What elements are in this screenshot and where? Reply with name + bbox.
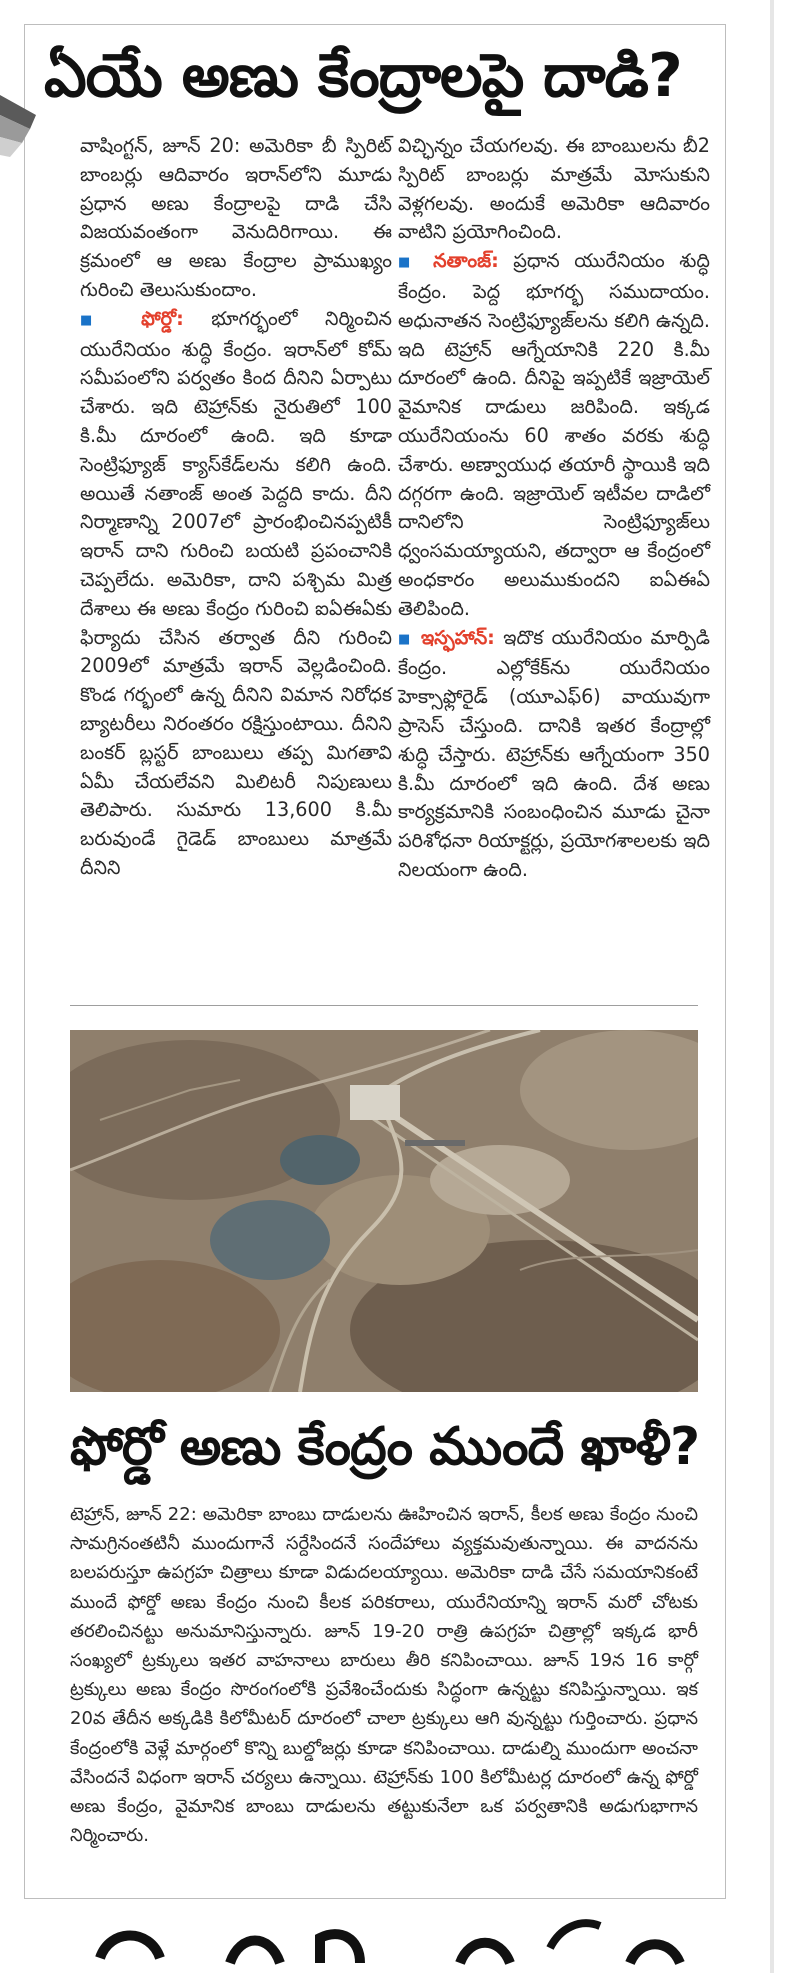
intro-paragraph: వాషింగ్టన్‌, జూన్‌ 20: అమెరికా బీ స్పిరిట్‌ బాంబర్లు ఆదివారం ఇరాన్‌లోని మూడు ప్రధాన అణు కేంద్రాలపై దాడి చేసి విజయవంతంగా వెనుదిరిగాయి. ఈ క్రమంలో ఆ అణు కేంద్రాల ప్రాముఖ్యం గురించి తెలుసుకుందాం.	[80, 134, 392, 301]
isfahan-text: ఇదొక యురేనియం మార్పిడి కేంద్రం. ఎల్లోకేక్‌ను యురేనియం హెక్సాఫ్లోరైడ్‌ (యూఎఫ్‌6) వాయువుగా ప్రాసెస్‌ చేస్తుంది. దానికి ఇతర కేంద్రాల్లో శుద్ధి చేస్తారు. టెహ్రాన్‌కు ఆగ్నేయంగా 350 కి.మీ దూరంలో ఇది ఉంది. దేశ అణు కార్యక్రమానికి సంబంధించిన మూడు చైనా పరిశోధనా రియాక్టర్లు, ప్రయోగశాలలకు ఇది నిలయంగా ఉంది.	[398, 625, 710, 881]
clipped-next-headline	[80, 1908, 720, 1973]
bullet-icon: ■	[398, 255, 419, 271]
page-gutter	[770, 0, 774, 1973]
article-2-body	[70, 1500, 698, 1850]
bullet-icon: ■	[80, 312, 114, 328]
fordow-label: ఫోర్డో:	[141, 306, 184, 330]
clipped-graphic	[0, 85, 36, 181]
natanz-paragraph	[398, 247, 710, 623]
satellite-image	[70, 1030, 698, 1392]
subheadline: ఫోర్డో అణు కేంద్రం ముందే ఖాళీ?	[70, 1417, 700, 1477]
isfahan-paragraph	[398, 624, 710, 885]
natanz-label: నతాంజ్‌:	[433, 249, 499, 273]
article-2-paragraph: టెహ్రాన్‌, జూన్‌ 22: అమెరికా బాంబు దాడులను ఊహించిన ఇరాన్‌, కీలక అణు కేంద్రం నుంచి సామగ్రినంతటినీ ముందుగానే సర్దేసిందనే సందేహాలు వ్యక్తమవుతున్నాయి. ఈ వాదనను బలపరుస్తూ ఉపగ్రహ చిత్రాలు కూడా విడుదలయ్యాయి. అమెరికా దాడి చేసే సమయానికంటే ముందే ఫోర్డో అణు కేంద్రం నుంచి కీలక పరికరాలు, యురేనియాన్ని ఇరాన్‌ మరో చోటకు తరలించినట్టు అనుమానిస్తున్నారు. జూన్‌ 19-20 రాత్రి ఉపగ్రహ చిత్రాల్లో ఇక్కడ భారీ సంఖ్యలో ట్రక్కులు ఇతర వాహనాలు బారులు తీరి కనిపించాయి. జూన్‌ 19న 16 కార్గో ట్రక్కులు అణు కేంద్రం సొరంగంలోకి ప్రవేశించేందుకు సిద్ధంగా ఉన్నట్టు కనిపిస్తున్నాయి. ఇక 20వ తేదీన అక్కడికి కిలోమీటర్‌ దూరంలో చాలా ట్రక్కులు ఆగి వున్నట్టు గుర్తించారు. ప్రధాన కేంద్రంలోకి వెళ్లే మార్గంలో కొన్ని బుల్డోజర్లు కూడా కనిపించాయి. దాడుల్ని ముందుగా అంచనా వేసిందనే విధంగా ఇరాన్‌ చర్యలు ఉన్నాయి. టెహ్రాన్‌కు 100 కిలోమీటర్ల దూరంలో ఉన్న ఫోర్డో అణు కేంద్రం, వైమానిక బాంబు దాడులను తట్టుకునేలా ఒక పర్వతానికి అడుగుభాగాన నిర్మించారు.	[70, 1504, 698, 1847]
bullet-icon: ■	[398, 631, 413, 647]
fordow-text: భూగర్భంలో నిర్మించిన యురేనియం శుద్ధి కేంద్రం. ఇరాన్‌లో కోమ్‌ సమీపంలోని పర్వతం కింద దీనిని ఏర్పాటు చేశారు. ఇది టెహ్రాన్‌కు నైరుతిలో 100 కి.మీ దూరంలో ఉంది. ఇది కూడా సెంట్రిఫ్యూజ్‌ క్యాస్‌కేడ్‌లను కలిగి ఉంది. అయితే నతాంజ్‌ అంత పెద్దది కాదు. దీని నిర్మాణాన్ని 2007లో ప్రారంభించినప్పటికీ ఇరాన్‌ దాని గురించి బయటి ప్రపంచానికి చెప్పలేదు. అమెరికా, దాని పశ్చిమ మిత్ర దేశాలు ఈ అణు కేంద్రం గురించి ఐఏఈఏకు ఫిర్యాదు చేసిన తర్వాత దీని గురించి 2009లో మాత్రమే ఇరాన్‌ వెల్లడించింది. కొండ గర్భంలో ఉన్న దీనిని విమాన నిరోధక బ్యాటరీలు నిరంతరం రక్షిస్తుంటాయి. దీనిని బంకర్‌ బ్లస్టర్‌ బాంబులు తప్ప మిగతావి ఏమీ చేయలేవని మిలిటరీ నిపుణులు తెలిపారు. సుమారు 13,600 కి.మీ బరువుండే గైడెడ్‌ బాంబులు మాత్రమే దీనిని	[80, 306, 392, 879]
left-column	[80, 132, 392, 883]
isfahan-label: ఇస్ఫహాన్‌:	[420, 625, 495, 649]
continuation-paragraph: విచ్ఛిన్నం చేయగలవు. ఈ బాంబులను బీ2 స్పిరిట్‌ బాంబర్లు మాత్రమే మోసుకుని వెళ్లగలవు. అందుకే అమెరికా ఆదివారం వాటిని ప్రయోగించింది.	[398, 134, 710, 244]
headline: ఏయే అణు కేంద్రాలపై దాడి?	[44, 41, 682, 111]
natanz-text: ప్రధాన యురేనియం శుద్ధి కేంద్రం. పెద్ద భూగర్భ సముదాయం. అధునాతన సెంట్రిఫ్యూజ్‌లను కలిగి ఉన్నది. ఇది టెహ్రాన్‌ ఆగ్నేయానికి 220 కి.మీ దూరంలో ఉంది. దీనిపై ఇప్పటికే ఇజ్రాయెల్‌ వైమానిక దాడులు జరిపింది. ఇక్కడ యురేనియంను 60 శాతం వరకు శుద్ధి చేశారు. అణ్వాయుధ తయారీ స్థాయికి ఇది దగ్గరగా ఉంది. ఇజ్రాయెల్‌ ఇటీవల దాడిలో దానిలోని సెంట్రిఫ్యూజ్‌లు ధ్వంసమయ్యాయని, తద్వారా ఆ కేంద్రంలో అంధకారం అలుముకుందని ఐఏఈఏ తెలిపింది.	[398, 249, 710, 620]
section-divider	[70, 1005, 698, 1006]
right-column	[398, 132, 710, 885]
fordow-paragraph	[80, 305, 392, 883]
